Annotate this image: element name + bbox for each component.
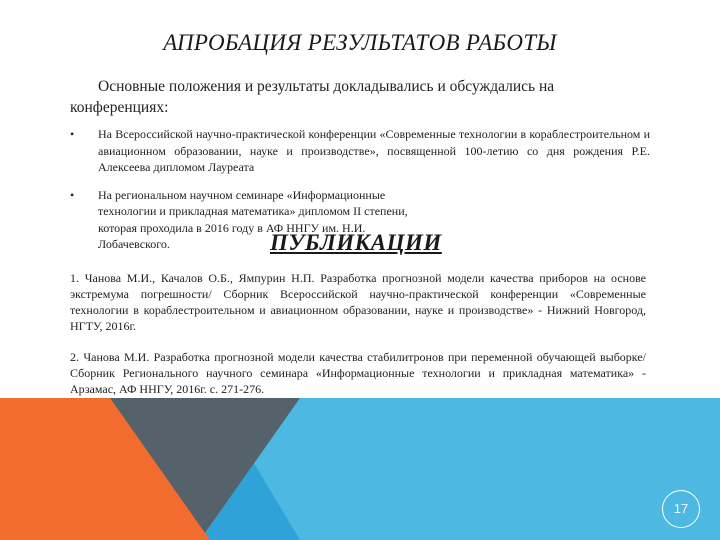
- list-item-text: На Всероссийской научно-практической конференции «Современные технологии в кораблестроительном и авиационном образовании, науке и производстве», посвященной 100-летию со дня рождения Р.Е. Алексеева дипломом Лауреата: [98, 127, 650, 174]
- list-item: [70, 126, 650, 176]
- page-number-badge: 17: [662, 490, 700, 528]
- list-item-text: На региональном научном семинаре «Информационные технологии и прикладная математика» дипломом II степени, которая проходила в 2016 году в АФ ННГУ им. Н.И. Лобачевского.: [98, 187, 408, 251]
- publication-item: 2. Чанова М.И. Разработка прогнозной модели качества стабилитронов при переменной обучающей выборке/ Сборник Регионального научного семинара «Информационные технологии и прикладная математика» - Арзамас, АФ ННГУ, 2016г. с. 271-276.: [70, 350, 646, 396]
- light-blue-shape: [215, 398, 720, 540]
- bullet-icon: •: [70, 187, 75, 202]
- publications-heading: ПУБЛИКАЦИИ: [270, 230, 442, 255]
- intro-paragraph: Основные положения и результаты докладывались и обсуждались на конференциях:: [70, 78, 555, 116]
- publication-item: 1. Чанова М.И., Качалов О.Б., Ямпурин Н.П. Разработка прогнозной модели качества приборов на основе экстремума погрешности/ Сборник Всероссийской научно-практической конференции «Современные технологии в кораблестроительном и авиационном образовании, науке и производстве» - Нижний Новгород, НГТУ, 2016г.: [70, 271, 646, 333]
- slide-title: АПРОБАЦИЯ РЕЗУЛЬТАТОВ РАБОТЫ: [163, 30, 557, 55]
- bullet-icon: •: [70, 127, 75, 141]
